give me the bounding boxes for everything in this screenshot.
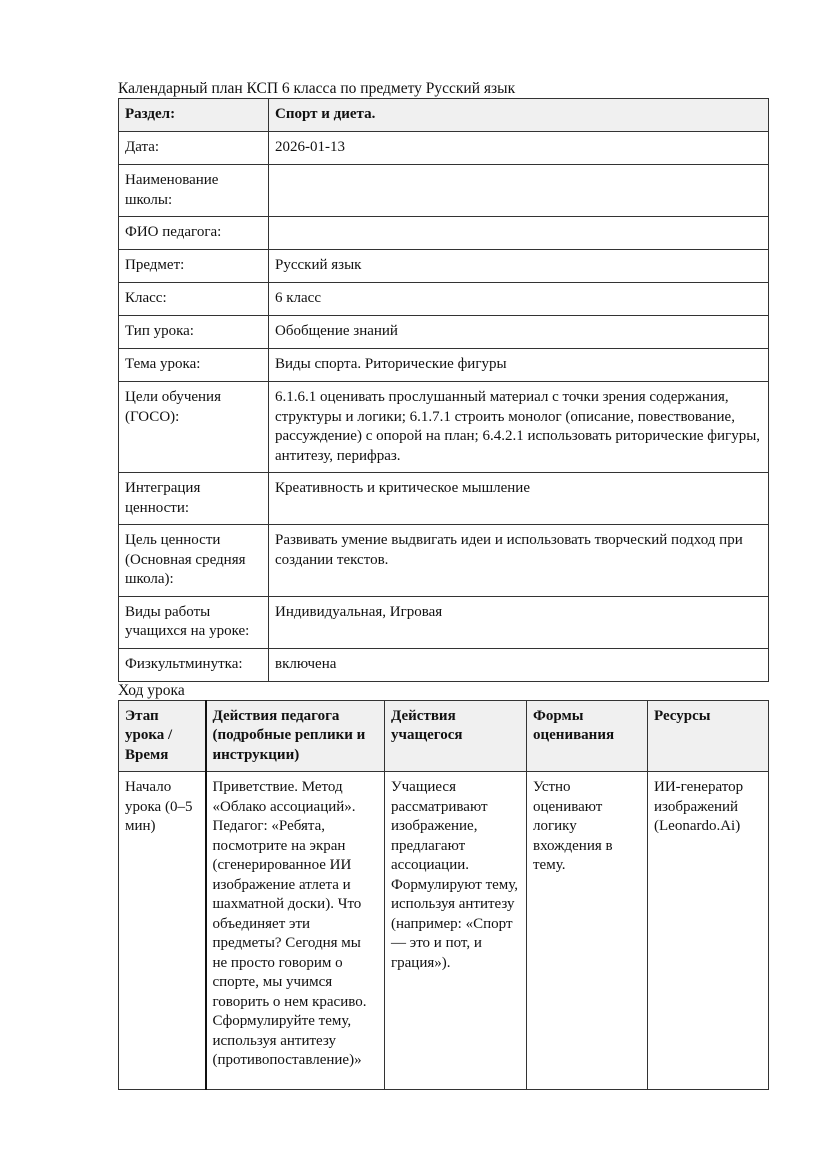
- lesson-flow-table: [118, 700, 769, 1091]
- header-resources: Ресурсы: [648, 700, 769, 772]
- row-label-section: Раздел:: [119, 99, 269, 132]
- row-label-learning-goals: Цели обучения (ГОСО):: [119, 382, 269, 473]
- row-label-value-goal: Цель ценности (Основная средняя школа):: [119, 525, 269, 597]
- cell-resources: ИИ-генератор изображений (Leonardo.Ai): [648, 772, 769, 1090]
- row-value-topic: Виды спорта. Риторические фигуры: [269, 349, 769, 382]
- header-assessment: Формы оценивания: [527, 700, 648, 772]
- lesson-info-table: [118, 98, 769, 682]
- table-row: [119, 473, 769, 525]
- row-label-work-types: Виды работы учащихся на уроке:: [119, 596, 269, 648]
- table-row: [119, 382, 769, 473]
- row-value-exercise-break: включена: [269, 648, 769, 681]
- row-value-date: 2026-01-13: [269, 132, 769, 165]
- document-title: Календарный план КСП 6 класса по предмету Русский язык: [118, 80, 516, 97]
- table-row: [119, 596, 769, 648]
- table-row: [119, 316, 769, 349]
- row-label-lesson-type: Тип урока:: [119, 316, 269, 349]
- row-label-subject: Предмет:: [119, 250, 269, 283]
- table-row: [119, 525, 769, 597]
- row-label-grade: Класс:: [119, 283, 269, 316]
- table-row: [119, 165, 769, 217]
- row-label-topic: Тема урока:: [119, 349, 269, 382]
- row-value-lesson-type: Обобщение знаний: [269, 316, 769, 349]
- cell-assessment: Устно оценивают логику вхождения в тему.: [527, 772, 648, 1090]
- cell-teacher-actions: Приветствие. Метод «Облако ассоциаций». Педагог: «Ребята, посмотрите на экран (сгенерированное ИИ изображение атлета и шахматной доски). Что объединяет эти предметы? Сегодня мы не просто говорим о спорте, мы учимся говорить о нем красиво. Сформулируйте тему, используя антитезу (противопоставление)»: [206, 772, 385, 1090]
- row-value-value-goal: Развивать умение выдвигать идеи и использовать творческий подход при создании текстов.: [269, 525, 769, 597]
- header-student-actions: Действия учащегося: [385, 700, 527, 772]
- cell-student-actions: Учащиеся рассматривают изображение, предлагают ассоциации. Формулируют тему, используя антитезу (например: «Спорт — это и пот, и грация»).: [385, 772, 527, 1090]
- table-row: [119, 99, 769, 132]
- row-value-value-integration: Креативность и критическое мышление: [269, 473, 769, 525]
- row-value-teacher: [269, 217, 769, 250]
- table-row: [119, 283, 769, 316]
- row-label-value-integration: Интеграция ценности:: [119, 473, 269, 525]
- row-value-section: Спорт и диета.: [269, 99, 769, 132]
- row-value-work-types: Индивидуальная, Игровая: [269, 596, 769, 648]
- cell-stage: Начало урока (0–5 мин): [119, 772, 206, 1090]
- row-value-subject: Русский язык: [269, 250, 769, 283]
- row-label-date: Дата:: [119, 132, 269, 165]
- row-value-learning-goals: 6.1.6.1 оценивать прослушанный материал с точки зрения содержания, структуры и логики; 6.1.7.1 строить монолог (описание, повествование, рассуждение) с опорой на план; 6.4.2.1 использовать риторические фигуры, антитезу, перифраз.: [269, 382, 769, 473]
- row-label-exercise-break: Физкультминутка:: [119, 648, 269, 681]
- table-row: [119, 250, 769, 283]
- row-value-grade: 6 класс: [269, 283, 769, 316]
- table-row: [119, 217, 769, 250]
- table-row: [119, 349, 769, 382]
- row-label-school: Наименование школы:: [119, 165, 269, 217]
- table-header-row: [119, 700, 769, 772]
- row-value-school: [269, 165, 769, 217]
- header-teacher-actions: Действия педагога (подробные реплики и инструкции): [206, 700, 385, 772]
- table-row: [119, 648, 769, 681]
- table-row: [119, 132, 769, 165]
- document-page: [118, 79, 769, 1090]
- table-row: [119, 772, 769, 1090]
- lesson-flow-caption: Ход урока: [118, 681, 185, 699]
- header-stage: Этап урока / Время: [119, 700, 206, 772]
- row-label-teacher: ФИО педагога:: [119, 217, 269, 250]
